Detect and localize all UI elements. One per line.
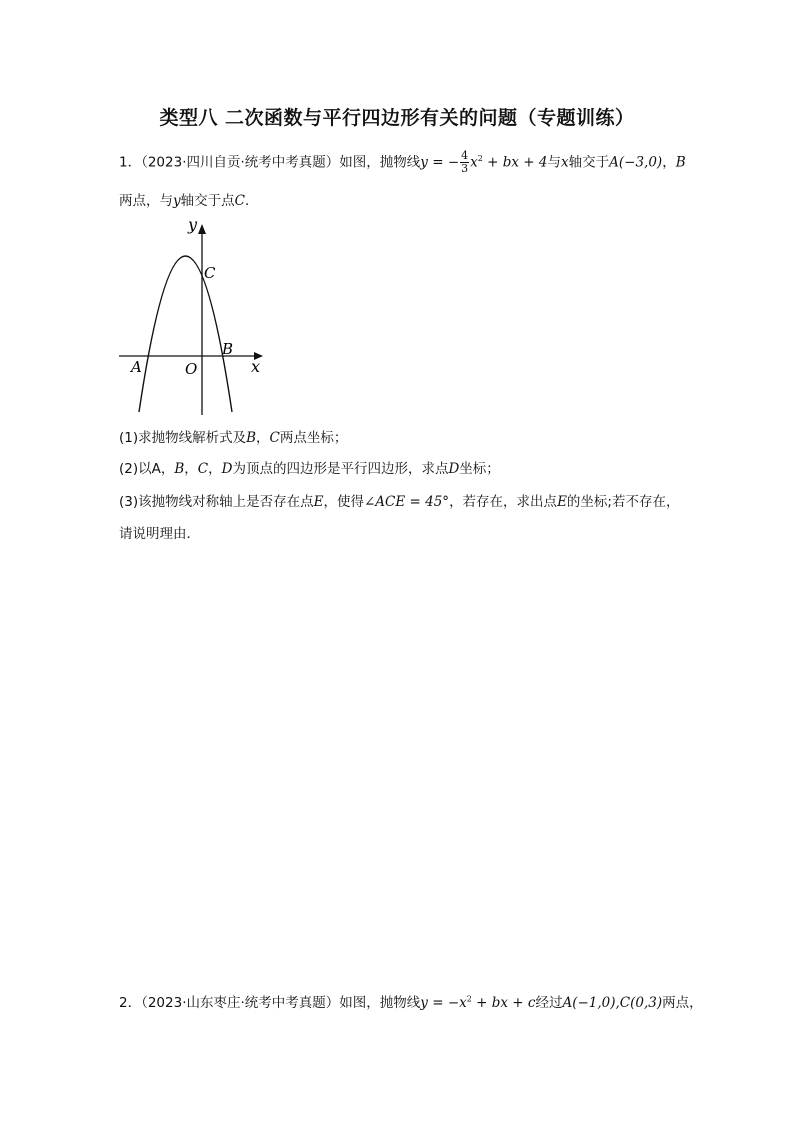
q1-part2-text: (2)以A， (119, 461, 175, 477)
q1-part3-e2: E (557, 494, 567, 510)
q1-y-var: y (173, 193, 181, 209)
q1-intro: 如图，抛物线 (339, 154, 421, 171)
q2-eq-rhs: + bx + c (471, 995, 536, 1011)
q1-part2-end: 坐标； (459, 461, 500, 477)
q1-source: （2023·四川自贡·统考中考真题） (141, 154, 340, 171)
q1-part2-d2: D (448, 461, 460, 477)
q1-line-1 (119, 150, 686, 175)
q2-end: 两点， (662, 995, 703, 1011)
q1-part1-sep: ， (256, 430, 270, 446)
q1-mid: 与 (547, 154, 561, 171)
q2-intro: 如图，抛物线 (339, 995, 421, 1011)
q1-period: ． (244, 193, 259, 209)
q1-part2-sep1: ， (184, 461, 198, 477)
page-title: 类型八 二次函数与平行四边形有关的问题（专题训练） (159, 107, 635, 129)
q2-line-1 (119, 991, 703, 1011)
q1-comma: ， (662, 154, 676, 171)
q1-part2-b: B (174, 461, 185, 477)
q1-part2-mid: 为顶点的四边形是平行四边形，求点 (232, 461, 449, 477)
label-y: y (188, 215, 198, 234)
q1-part3-angle: ∠ACE = 45° (363, 494, 450, 510)
parabola-curve (139, 256, 232, 412)
q1-part1-text: (1)求抛物线解析式及 (119, 430, 247, 446)
q1-x-var: x (561, 154, 569, 171)
parabola-figure (117, 212, 267, 417)
q1-point-a: A(−3,0) (609, 154, 663, 171)
q1-part-2 (119, 457, 500, 477)
q2-eq-exp: 2 (466, 994, 472, 1004)
label-a: A (131, 358, 142, 376)
q2-mid: 经过 (535, 995, 563, 1011)
q1-part2-d: D (221, 461, 233, 477)
y-axis-arrow (198, 224, 206, 234)
q1-part-3-line-2: 请说明理由． (119, 526, 200, 542)
q1-number: 1． (119, 154, 142, 171)
q2-source: （2023·山东枣庄·统考中考真题） (141, 995, 340, 1011)
q1-mid2: 轴交于 (568, 154, 610, 171)
q1-part3-e: E (313, 494, 324, 510)
label-o: O (185, 360, 198, 378)
q1-frac-num: 4 (461, 149, 469, 162)
q2-eq: y = −x (420, 995, 467, 1011)
q1-part1-end: 两点坐标； (279, 430, 348, 446)
q1-part3-mid: ，使得 (323, 494, 364, 510)
q1-point-b: B (675, 154, 686, 171)
q1-part3-text: (3)该抛物线对称轴上是否存在点 (119, 494, 314, 510)
q1-line-2 (119, 189, 258, 209)
q2-number: 2． (119, 995, 142, 1011)
q1-part3-end: 的坐标;若不存在， (566, 494, 680, 510)
label-x: x (251, 357, 261, 376)
q1-part3-mid2: ，若存在，求出点 (449, 494, 558, 510)
q1-line2-text: 两点，与 (119, 193, 173, 209)
q1-eq-x: x (470, 154, 478, 171)
label-b: B (222, 340, 234, 358)
q1-eq-rhs: + bx + 4 (482, 154, 548, 171)
q1-eq-exp: 2 (477, 154, 483, 163)
q1-part-1 (119, 426, 347, 446)
q1-line2b-text: 轴交于点 (180, 193, 235, 209)
q1-frac-den: 3 (461, 162, 469, 175)
q1-part1-c: C (269, 430, 280, 446)
q1-point-c: C (234, 193, 245, 209)
q1-part1-b: B (246, 430, 257, 446)
q1-part2-c: C (197, 461, 209, 477)
q1-part2-sep2: ， (208, 461, 222, 477)
q1-eq-lhs: y = − (420, 154, 460, 171)
label-c: C (204, 264, 216, 282)
q1-fraction (460, 150, 469, 175)
q1-part-3 (119, 490, 679, 510)
q2-points: A(−1,0),C(0,3) (562, 995, 663, 1011)
